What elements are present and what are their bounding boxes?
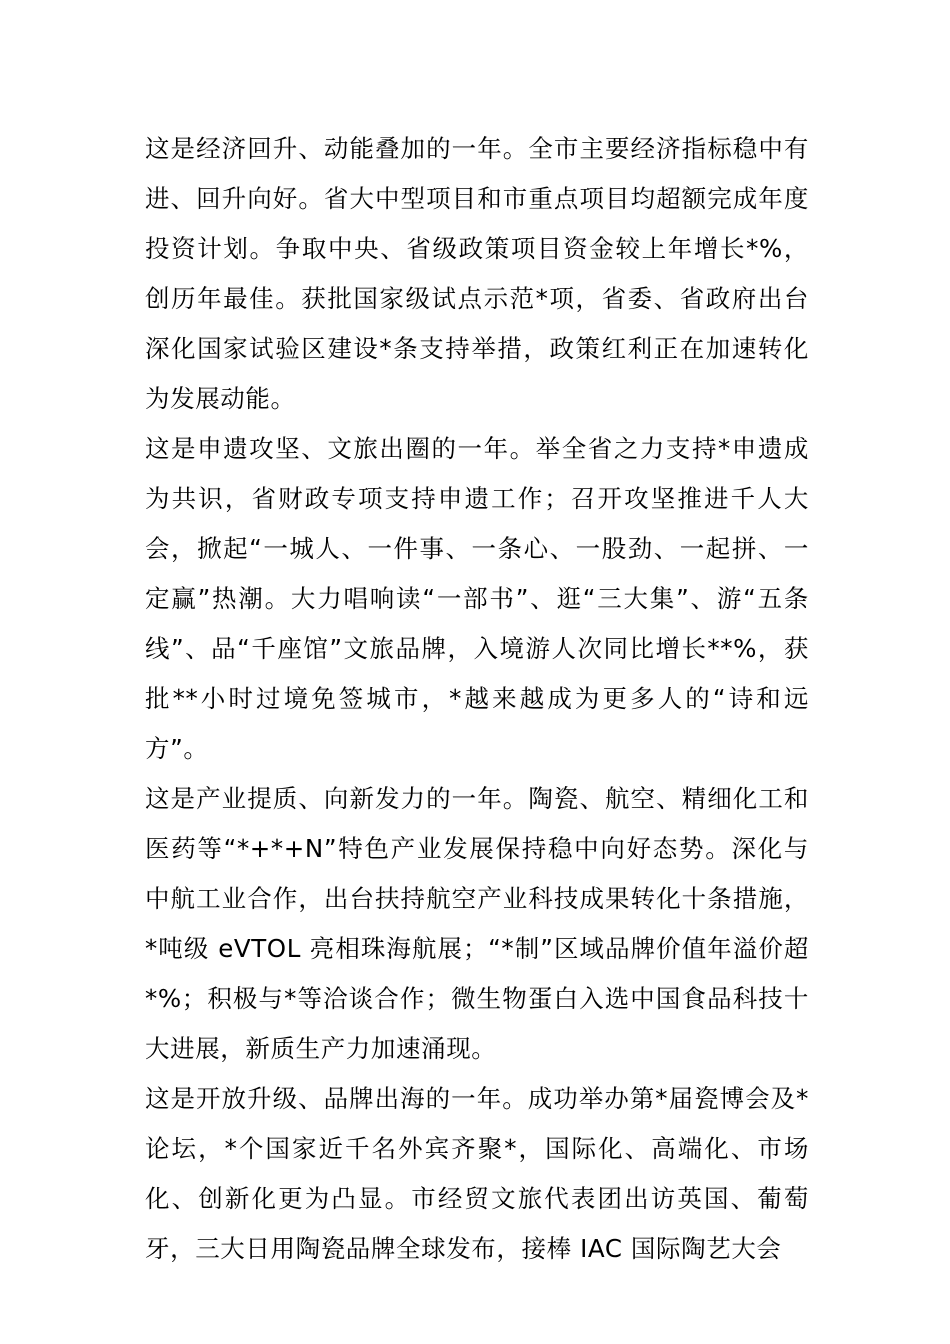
- paragraph-heritage-tourism: 这是申遗攻坚、文旅出圈的一年。举全省之力支持*申遗成为共识，省财政专项支持申遗工作；召开攻坚推进千人大会，掀起“一城人、一件事、一条心、一股劲、一起拼、一定赢”热潮。大力唱响读“一部书”、逛“三大集”、游“五条线”、品“千座馆”文旅品牌，入境游人次同比增长**%，获批**小时过境免签城市，*越来越成为更多人的“诗和远方”。: [145, 434, 809, 763]
- document-body: [145, 124, 809, 1274]
- paragraph-opening-brand: 这是开放升级、品牌出海的一年。成功举办第*届瓷博会及*论坛，*个国家近千名外宾齐聚*，国际化、高端化、市场化、创新化更为凸显。市经贸文旅代表团出访英国、葡萄牙，三大日用陶瓷品牌全球发布，接棒 IAC 国际陶艺大会: [145, 1084, 809, 1263]
- paragraph-economic-recovery: 这是经济回升、动能叠加的一年。全市主要经济指标稳中有进、回升向好。省大中型项目和市重点项目均超额完成年度投资计划。争取中央、省级政策项目资金较上年增长*%，创历年最佳。获批国家级试点示范*项，省委、省政府出台深化国家试验区建设*条支持举措，政策红利正在加速转化为发展动能。: [145, 134, 809, 413]
- paragraph-industry-upgrade: 这是产业提质、向新发力的一年。陶瓷、航空、精细化工和医药等“*+*+N”特色产业发展保持稳中向好态势。深化与中航工业合作，出台扶持航空产业科技成果转化十条措施，*吨级 eVTOL 亮相珠海航展；“*制”区域品牌价值年溢价超*%；积极与*等洽谈合作；微生物蛋白入选中国食品科技十大进展，新质生产力加速涌现。: [145, 784, 809, 1063]
